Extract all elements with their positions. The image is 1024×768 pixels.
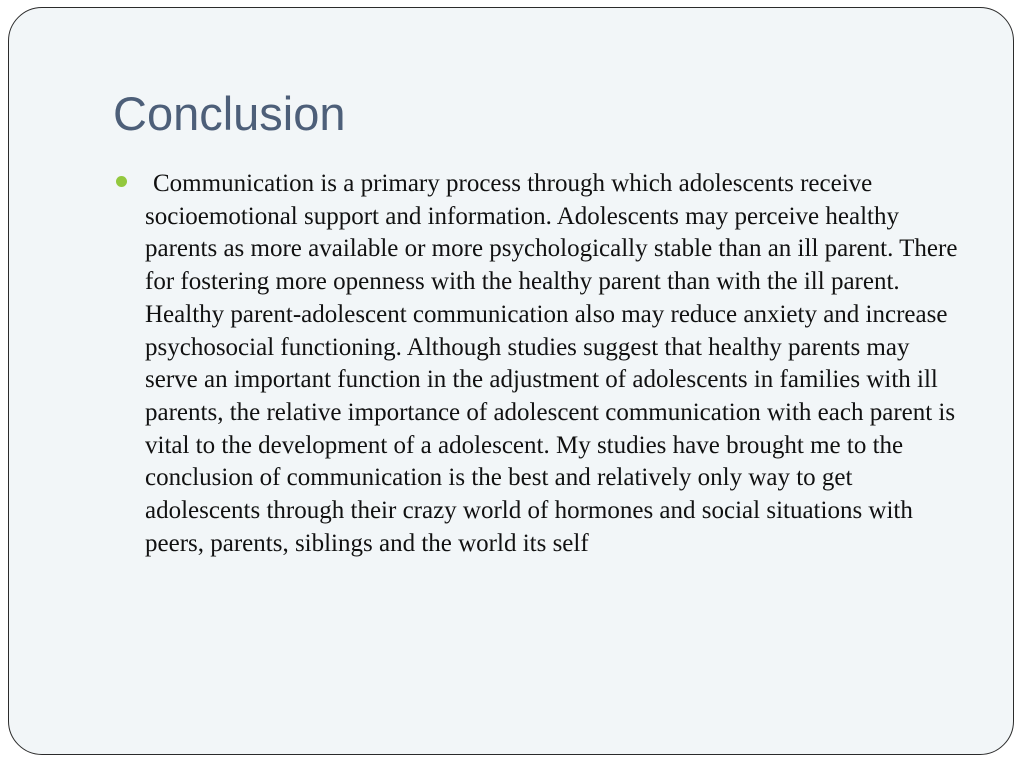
bullet-icon [116, 176, 127, 187]
slide-title: Conclusion [113, 87, 346, 140]
bullet-list [113, 168, 963, 560]
bullet-text: Communication is a primary process through which adolescents receive socioemotional support and information. Adolescents may perceive healthy parents as more available or more psychologically stable than an ill parent. There for fostering more openness with the healthy parent than with the ill parent. Healthy parent-adolescent communication also may reduce anxiety and increase psychosocial functioning. Although studies suggest that healthy parents may serve an important function in the adjustment of adolescents in families with ill parents, the relative importance of adolescent communication with each parent is vital to the development of a adolescent. My studies have brought me to the conclusion of communication is the best and relatively only way to get adolescents through their crazy world of hormones and social situations with peers, parents, siblings and the world its self [145, 170, 958, 557]
bullet-item [113, 168, 963, 560]
slide [8, 7, 1014, 755]
